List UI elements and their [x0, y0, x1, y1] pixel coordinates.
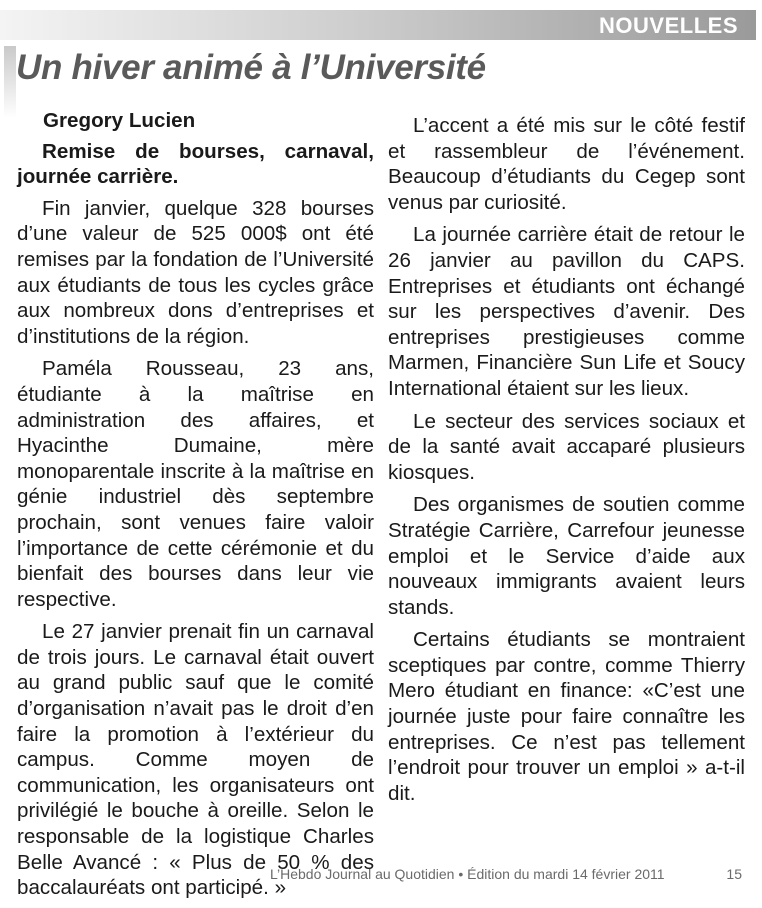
paragraph: Paméla Rousseau, 23 ans, étudiante à la maîtrise en administration des affaires, et Hyacinthe Dumaine, mère monoparentale inscrite à la maîtrise en génie industriel dès septembre prochain, sont venues faire valoir l’importance de cette cérémonie et du bienfait des bourses dans leur vie respective. — [17, 357, 374, 611]
article-byline: Gregory Lucien — [43, 109, 196, 132]
paragraph: La journée carrière était de retour le 26 janvier au pavillon du CAPS. Entreprises et étudiants ont échangé sur les perspectives d’avenir. Des entreprises prestigieuses comme Marmen, Financière Sun Life et Soucy International étaient sur les lieux. — [388, 223, 745, 400]
page-number: 15 — [726, 866, 742, 882]
paragraph: Le 27 janvier prenait fin un carnaval de trois jours. Le carnaval était ouvert au grand public sauf que le comité d’organisation n’avait pas le droit d’en faire la promotion à l’extérieur du campus. Comme moyen de communication, les organisateurs ont privilégié le bouche à oreille. Selon le responsable de la logistique Charles Belle Avancé : « Plus de 50 % des baccalauréats ont participé. » — [17, 620, 374, 900]
paragraph: Fin janvier, quelque 328 bourses d’une valeur de 525 000$ ont été remises par la fondation de l’Université aux étudiants de tous les cycles grâce aux nombreux dons d’entreprises et d’institutions de la région. — [17, 196, 374, 348]
article-column-right — [388, 113, 745, 813]
paragraph: L’accent a été mis sur le côté festif et rassembleur de l’événement. Beaucoup d’étudiants du Cegep sont venus par curiosité. — [388, 114, 745, 214]
paragraph: Des organismes de soutien comme Stratégie Carrière, Carrefour jeunesse emploi et le Service d’aide aux nouveaux immigrants avaient leurs stands. — [388, 493, 745, 619]
section-label: NOUVELLES — [599, 13, 738, 38]
article-headline: Un hiver animé à l’Université — [16, 48, 486, 87]
section-banner — [0, 10, 756, 40]
paragraph: Le secteur des services sociaux et de la santé avait accaparé plusieurs kiosques. — [388, 409, 745, 484]
article-deck: Remise de bourses, carnaval, journée carrière. — [17, 139, 374, 189]
publication-info: L’Hebdo Journal au Quotidien • Édition du mardi 14 février 2011 — [270, 866, 665, 882]
headline-corner-shadow — [4, 46, 16, 118]
article-column-left — [17, 108, 374, 908]
paragraph: Certains étudiants se montraient sceptiques par contre, comme Thierry Mero étudiant en finance: «C’est une journée juste pour faire connaître les entreprises. Ce n’est pas tellement l’endroit pour trouver un emploi » a-t-il dit. — [388, 628, 745, 805]
